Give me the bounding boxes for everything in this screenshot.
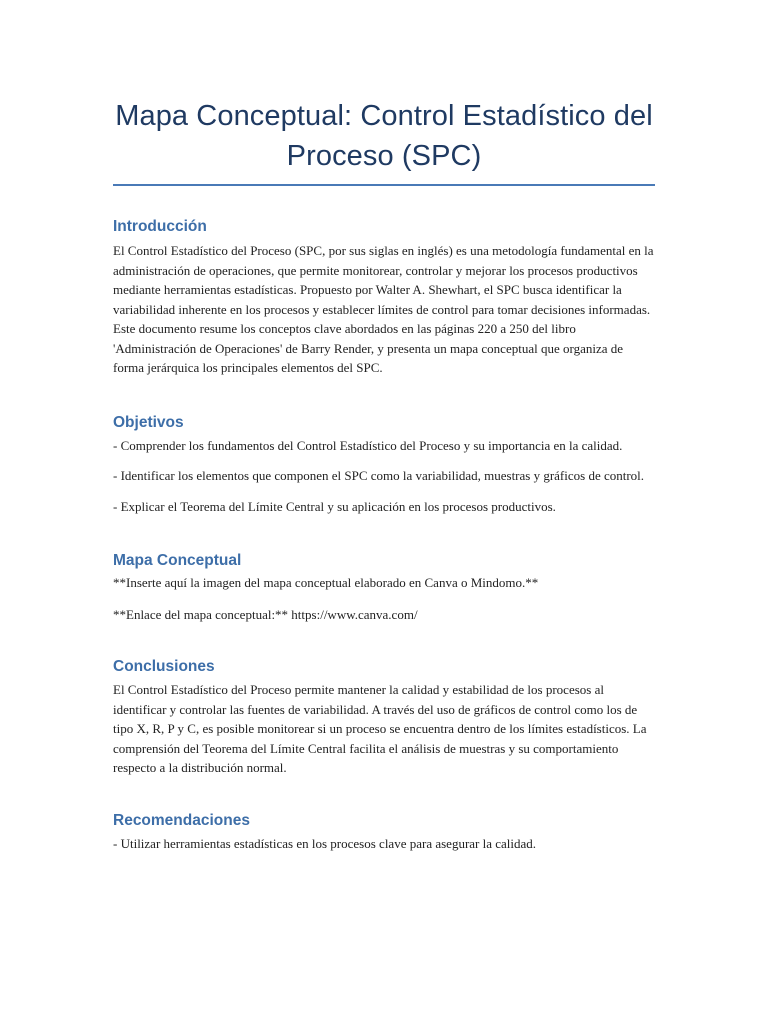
- objetivo-item: - Comprender los fundamentos del Control Estadístico del Proceso y su importancia en la calidad.: [113, 437, 623, 453]
- section-heading-conclusiones: Conclusiones: [113, 658, 215, 675]
- title-underline-divider: [113, 184, 655, 186]
- section-introduccion: [113, 217, 655, 378]
- section-heading-objetivos: Objetivos: [113, 413, 184, 431]
- objetivo-item: - Explicar el Teorema del Límite Central y su aplicación en los procesos productivos.: [113, 498, 556, 514]
- introduccion-paragraph: El Control Estadístico del Proceso (SPC, por sus siglas en inglés) es una metodología fundamental en la administración de operaciones, que permite monitorear, controlar y mejorar los procesos productivos mediante herramientas estadísticas. Propuesto por Walter A. Shewhart, el SPC busca identificar la variabilidad inherente en los procesos y establecer límites de control para tomar decisiones informadas. Este documento resume los conceptos clave abordados en las páginas 220 a 250 del libro 'Administración de Operaciones' de Barry Render, y presenta un mapa conceptual que organiza de forma jerárquica los principales elementos del SPC.: [113, 243, 654, 375]
- section-mapa-conceptual: [113, 551, 655, 624]
- section-recomendaciones: [113, 811, 655, 854]
- section-conclusiones: [113, 657, 655, 778]
- mapa-insert-instruction: **Inserte aquí la imagen del mapa conceptual elaborado en Canva o Mindomo.**: [113, 575, 539, 590]
- section-objetivos: [113, 413, 655, 517]
- section-heading-mapa-conceptual: Mapa Conceptual: [113, 552, 242, 569]
- document-title: Mapa Conceptual: Control Estadístico del Proceso (SPC): [115, 100, 653, 172]
- section-heading-recomendaciones: Recomendaciones: [113, 811, 250, 829]
- objetivo-item: - Identificar los elementos que componen el SPC como la variabilidad, muestras y gráficos de control.: [113, 468, 645, 483]
- recomendacion-item: - Utilizar herramientas estadísticas en los procesos clave para asegurar la calidad.: [113, 835, 537, 851]
- section-heading-introduccion: Introducción: [113, 218, 207, 235]
- document-page: [113, 0, 655, 853]
- mapa-link-line[interactable]: **Enlace del mapa conceptual:** https://www.canva.com/: [113, 606, 418, 622]
- conclusiones-paragraph: El Control Estadístico del Proceso permite mantener la calidad y estabilidad de los procesos al identificar y controlar las fuentes de variabilidad. A través del uso de gráficos de control como los de tipo X, R, P y C, es posible monitorear si un proceso se encuentra dentro de los límites estadísticos. La comprensión del Teorema del Límite Central facilita el análisis de muestras y su comportamiento respecto a la distribución normal.: [113, 682, 647, 775]
